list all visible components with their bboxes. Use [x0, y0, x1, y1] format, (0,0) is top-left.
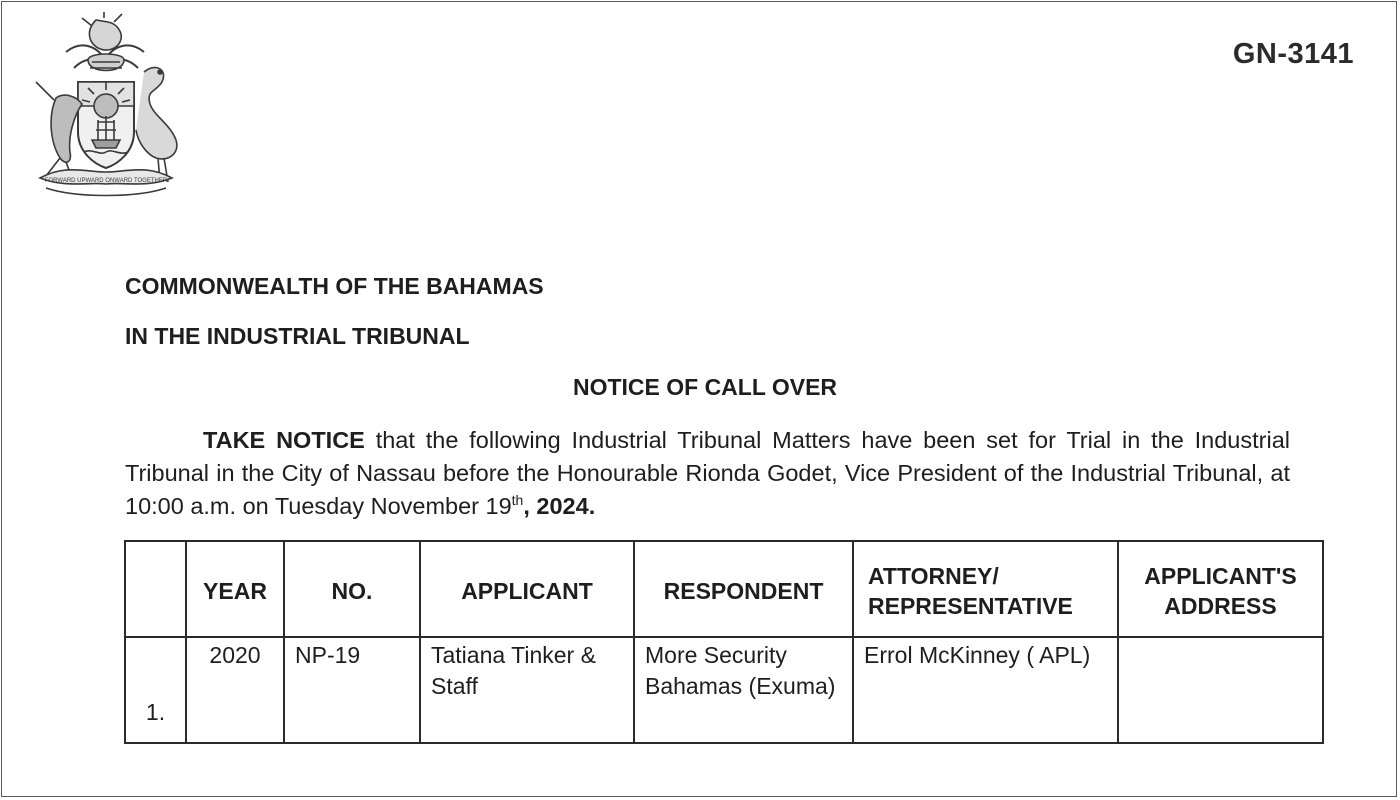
header-respondent: RESPONDENT: [634, 541, 853, 637]
court-heading: IN THE INDUSTRIAL TRIBUNAL: [125, 323, 470, 349]
svg-text:FORWARD UPWARD ONWARD TOGETHER: FORWARD UPWARD ONWARD TOGETHER: [44, 178, 168, 184]
row-applicant: Tatiana Tinker & Staff: [420, 637, 634, 743]
header-no: NO.: [284, 541, 420, 637]
row-respondent: More Security Bahamas (Exuma): [634, 637, 853, 743]
take-notice-lead: TAKE NOTICE: [203, 427, 365, 453]
notice-body-year: , 2024.: [523, 493, 596, 519]
table-header-row: [125, 541, 1323, 637]
bahamas-coat-of-arms-icon: [26, 12, 186, 197]
row-attorney: Errol McKinney ( APL): [853, 637, 1118, 743]
row-case-no: NP-19: [284, 637, 420, 743]
notice-title: NOTICE OF CALL OVER: [572, 374, 838, 400]
notice-body: [125, 424, 1290, 523]
row-number: 1.: [125, 637, 186, 743]
row-applicant-address: [1118, 637, 1323, 743]
header-number: [125, 541, 186, 637]
header-year: YEAR: [186, 541, 284, 637]
jurisdiction-heading: COMMONWEALTH OF THE BAHAMAS: [125, 273, 544, 299]
header-attorney: ATTORNEY/ REPRESENTATIVE: [853, 541, 1118, 637]
matters-table: [124, 540, 1324, 744]
header-applicant-address: APPLICANT'S ADDRESS: [1118, 541, 1323, 637]
row-year: 2020: [186, 637, 284, 743]
table-row: [125, 637, 1323, 743]
header-applicant: APPLICANT: [420, 541, 634, 637]
date-ordinal-suffix: th: [511, 492, 524, 508]
gazette-notice-number: GN-3141: [1232, 38, 1354, 70]
notice-body-text: that the following Industrial Tribunal Matters have been set for Trial in the Industrial Tribunal in the City of Nassau before the Honourable Rionda Godet, Vice President of the Industrial Tribunal, at 10:00 a.m. on Tuesday November 19: [125, 427, 1290, 519]
